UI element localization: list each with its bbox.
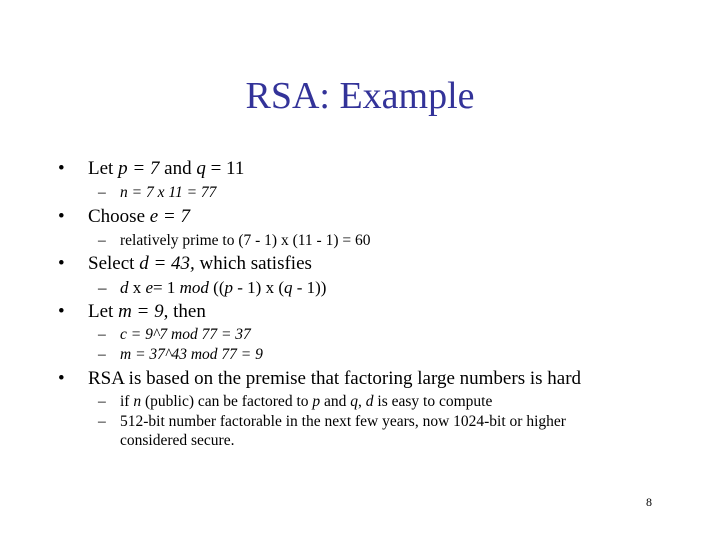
bullet-icon: •	[58, 301, 65, 322]
sub-bullet-text: n = 7 x 11 = 77	[120, 184, 217, 201]
bullet-text: Select d = 43, which satisfies	[88, 253, 312, 274]
bullet-text: Choose e = 7	[88, 206, 191, 227]
dash-icon: –	[98, 413, 106, 430]
slide-title: RSA: Example	[245, 75, 475, 117]
dash-icon: –	[98, 184, 106, 201]
bullet-text: Let m = 9, then	[88, 301, 206, 322]
bullet-icon: •	[58, 253, 65, 274]
dash-icon: –	[98, 393, 106, 410]
dash-icon: –	[98, 326, 106, 343]
bullet-icon: •	[58, 158, 65, 179]
sub-bullet-text: relatively prime to (7 - 1) x (11 - 1) = 60	[120, 232, 371, 249]
bullet-icon: •	[58, 206, 65, 227]
sub-bullet-text: m = 37^43 mod 77 = 9	[120, 346, 263, 363]
sub-bullet-text: if n (public) can be factored to p and q, d is easy to compute	[120, 393, 493, 410]
bullet-text: Let p = 7 and q = 11	[88, 158, 245, 179]
sub-bullet-text: d x e= 1 mod ((p - 1) x (q - 1))	[120, 278, 327, 297]
dash-icon: –	[98, 346, 106, 363]
sub-bullet-text: considered secure.	[120, 432, 235, 449]
sub-bullet-text: 512-bit number factorable in the next few years, now 1024-bit or higher	[120, 413, 566, 430]
sub-bullet-text: c = 9^7 mod 77 = 37	[120, 326, 251, 343]
bullet-text: RSA is based on the premise that factoring large numbers is hard	[88, 368, 582, 389]
dash-icon: –	[98, 232, 106, 249]
dash-icon: –	[98, 278, 107, 297]
bullet-icon: •	[58, 368, 65, 389]
page-number: 8	[646, 495, 652, 509]
